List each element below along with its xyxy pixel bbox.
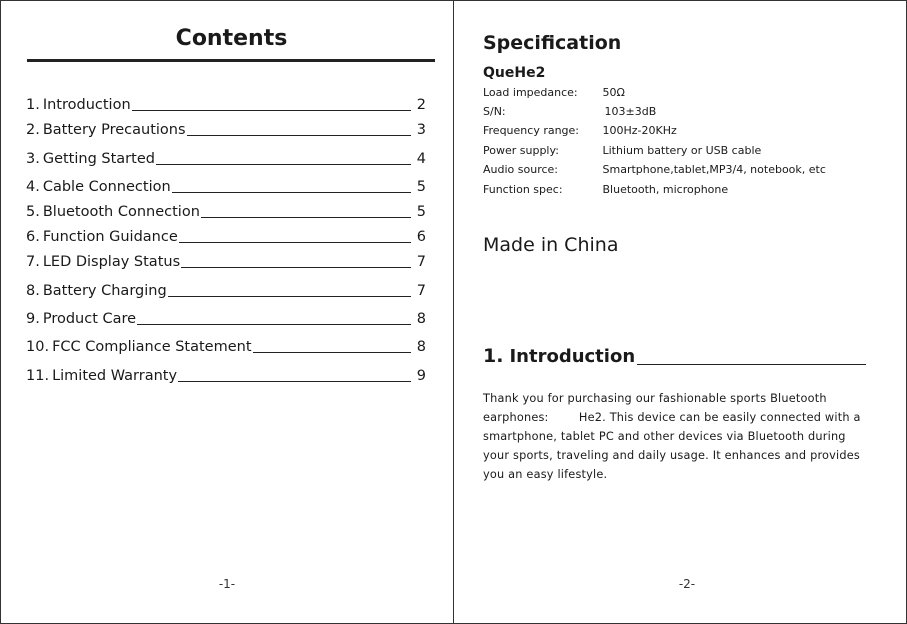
spec-key: Power supply: xyxy=(483,144,559,157)
specification-title: Specification xyxy=(483,32,622,54)
spec-row-function-spec xyxy=(483,183,728,196)
toc-page: 6 xyxy=(416,228,426,245)
introduction-heading xyxy=(483,345,866,367)
spec-value: Bluetooth, microphone xyxy=(602,183,729,196)
toc-leader xyxy=(179,242,411,243)
toc-entry-cable-connection[interactable] xyxy=(26,174,426,194)
toc-entry-bluetooth-connection[interactable] xyxy=(26,199,426,219)
toc-page: 9 xyxy=(416,367,426,384)
toc-leader xyxy=(201,217,411,218)
introduction-paragraph: Thank you for purchasing our fashionable sports Bluetooth earphones: He2. This device can be easily connected with a smartphone, tablet PC and other devices via Bluetooth during your sports, traveling and daily usage. It enhances and provides you an easy lifestyle. xyxy=(483,392,865,481)
toc-leader xyxy=(172,192,411,193)
toc-label: Battery Charging xyxy=(42,282,167,299)
spec-row-sn xyxy=(483,105,656,118)
toc-page: 5 xyxy=(416,178,426,195)
toc-leader xyxy=(181,267,411,268)
toc-number: 9. xyxy=(26,310,40,327)
toc-number: 3. xyxy=(26,150,40,167)
toc-leader xyxy=(253,352,411,353)
toc-number: 1. xyxy=(26,96,40,113)
spec-key: S/N: xyxy=(483,105,506,118)
page-divider xyxy=(453,0,454,624)
toc-label: Bluetooth Connection xyxy=(42,203,200,220)
toc-page: 4 xyxy=(416,150,426,167)
toc-entry-limited-warranty[interactable] xyxy=(26,363,426,383)
spec-row-frequency-range xyxy=(483,124,677,137)
toc-entry-function-guidance[interactable] xyxy=(26,224,426,244)
toc-label: Battery Precautions xyxy=(42,121,186,138)
toc-label: Cable Connection xyxy=(42,178,171,195)
made-in-label: Made in China xyxy=(483,234,619,256)
spec-value: 50Ω xyxy=(602,86,625,99)
toc-label: FCC Compliance Statement xyxy=(52,338,252,355)
toc-label: LED Display Status xyxy=(42,253,181,270)
toc-leader xyxy=(156,164,411,165)
spec-key: Audio source: xyxy=(483,163,558,176)
toc-entry-introduction[interactable] xyxy=(26,92,426,112)
toc-number: 2. xyxy=(26,121,40,138)
toc-page: 3 xyxy=(416,121,426,138)
model-name: QueHe2 xyxy=(483,65,546,81)
toc-entry-led-display-status[interactable] xyxy=(26,249,426,269)
spec-value: Lithium battery or USB cable xyxy=(602,144,762,157)
toc-leader xyxy=(187,135,411,136)
spec-key: Frequency range: xyxy=(483,124,580,137)
toc-page: 8 xyxy=(416,338,426,355)
toc-entry-battery-charging[interactable] xyxy=(26,278,426,298)
toc-number: 6. xyxy=(26,228,40,245)
spec-value: Smartphone,tablet,MP3/4, notebook, etc xyxy=(602,163,826,176)
toc-entry-product-care[interactable] xyxy=(26,306,426,326)
toc-page: 8 xyxy=(416,310,426,327)
spec-row-power-supply xyxy=(483,144,761,157)
toc-entry-getting-started[interactable] xyxy=(26,146,426,166)
toc-number: 7. xyxy=(26,253,40,270)
toc-label: Function Guidance xyxy=(42,228,178,245)
toc-number: 10. xyxy=(26,338,50,355)
spec-value: 103±3dB xyxy=(604,105,657,118)
toc-label: Product Care xyxy=(42,310,137,327)
spec-value: 100Hz-20KHz xyxy=(602,124,677,137)
toc-label: Limited Warranty xyxy=(52,367,178,384)
spec-row-audio-source xyxy=(483,163,826,176)
spec-key: Load impedance: xyxy=(483,86,578,99)
toc-number: 5. xyxy=(26,203,40,220)
section-label: Introduction xyxy=(509,346,636,367)
spec-key: Function spec: xyxy=(483,183,563,196)
toc-number: 4. xyxy=(26,178,40,195)
toc-leader xyxy=(168,296,411,297)
toc-leader xyxy=(178,381,411,382)
toc-page: 5 xyxy=(416,203,426,220)
toc-page: 7 xyxy=(416,282,426,299)
contents-title: Contents xyxy=(175,26,288,51)
toc-page: 7 xyxy=(416,253,426,270)
toc-label: Getting Started xyxy=(42,150,155,167)
spec-row-load-impedance xyxy=(483,86,625,99)
page-number-left: -1- xyxy=(218,577,236,591)
section-number: 1. xyxy=(483,345,504,367)
toc-label: Introduction xyxy=(42,96,131,113)
toc-number: 8. xyxy=(26,282,40,299)
toc-leader xyxy=(132,110,411,111)
contents-rule xyxy=(27,59,435,62)
page-number-right: -2- xyxy=(678,577,696,591)
toc-entry-battery-precautions[interactable] xyxy=(26,117,426,137)
toc-entry-fcc-compliance[interactable] xyxy=(26,334,426,354)
toc-page: 2 xyxy=(416,96,426,113)
section-rule xyxy=(637,364,866,365)
toc-leader xyxy=(137,324,411,325)
toc-number: 11. xyxy=(26,367,50,384)
